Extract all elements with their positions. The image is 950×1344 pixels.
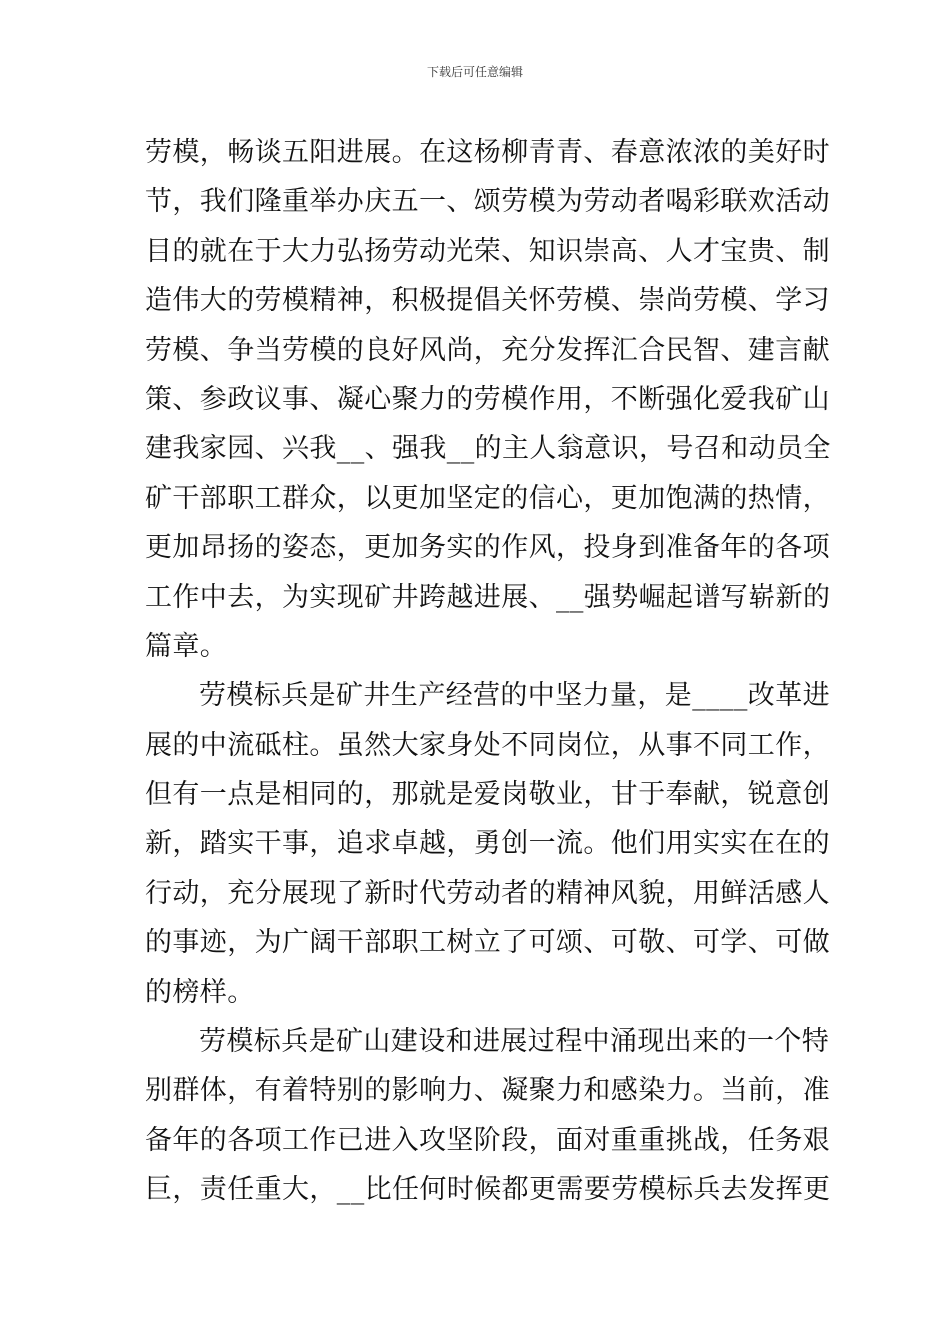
text-line: 目的就在于大力弘扬劳动光荣、知识崇高、人才宝贵、制 [145,235,830,267]
text-line: 矿干部职工群众，以更加坚定的信心，更加饱满的热情， [145,482,830,514]
paragraph-2 [145,671,830,1017]
paragraph-1 [145,128,831,671]
document-body [145,128,831,1215]
text-line: 行动，充分展现了新时代劳动者的精神风貌，用鲜活感人 [145,877,830,909]
text-line: 劳模，畅谈五阳进展。在这杨柳青青、春意浓浓的美好时 [145,137,830,168]
text-line: 备年的各项工作已进入攻坚阶段，面对重重挑战，任务艰 [145,1124,830,1156]
text-line: 但有一点是相同的，那就是爱岗敬业，甘于奉献，锐意创 [145,779,830,811]
text-line: 节，我们隆重举办庆五一、颂劳模为劳动者喝彩联欢活动 [145,186,830,218]
text-line: 篇章。 [145,630,228,662]
text-line: 劳模标兵是矿井生产经营的中坚力量，是____改革进 [199,680,830,712]
text-line: 更加昂扬的姿态，更加务实的作风，投身到准备年的各项 [145,532,830,564]
text-line: 别群体，有着特别的影响力、凝聚力和感染力。当前，准 [145,1075,830,1107]
text-line: 新，踏实干事，追求卓越，勇创一流。他们用实实在在的 [145,828,830,860]
paragraph-3 [145,1017,831,1215]
text-line: 的榜样。 [145,976,255,1008]
text-line: 工作中去，为实现矿井跨越进展、__强势崛起谱写崭新的 [145,581,831,613]
text-line: 建我家园、兴我__、强我__的主人翁意识，号召和动员全 [145,433,831,465]
text-line: 巨，责任重大，__比任何时候都更需要劳模标兵去发挥更 [145,1174,831,1206]
page-header: 下载后可任意编辑 [426,65,523,79]
text-line: 策、参政议事、凝心聚力的劳模作用，不断强化爱我矿山 [145,383,830,415]
text-line: 劳模标兵是矿山建设和进展过程中涌现出来的一个特 [199,1026,830,1058]
text-line: 造伟大的劳模精神，积极提倡关怀劳模、崇尚劳模、学习 [145,285,830,317]
text-line: 的事迹，为广阔干部职工树立了可颂、可敬、可学、可做 [145,927,830,959]
text-line: 展的中流砥柱。虽然大家身处不同岗位，从事不同工作， [145,729,830,761]
text-line: 劳模、争当劳模的良好风尚，充分发挥汇合民智、建言献 [145,334,830,366]
